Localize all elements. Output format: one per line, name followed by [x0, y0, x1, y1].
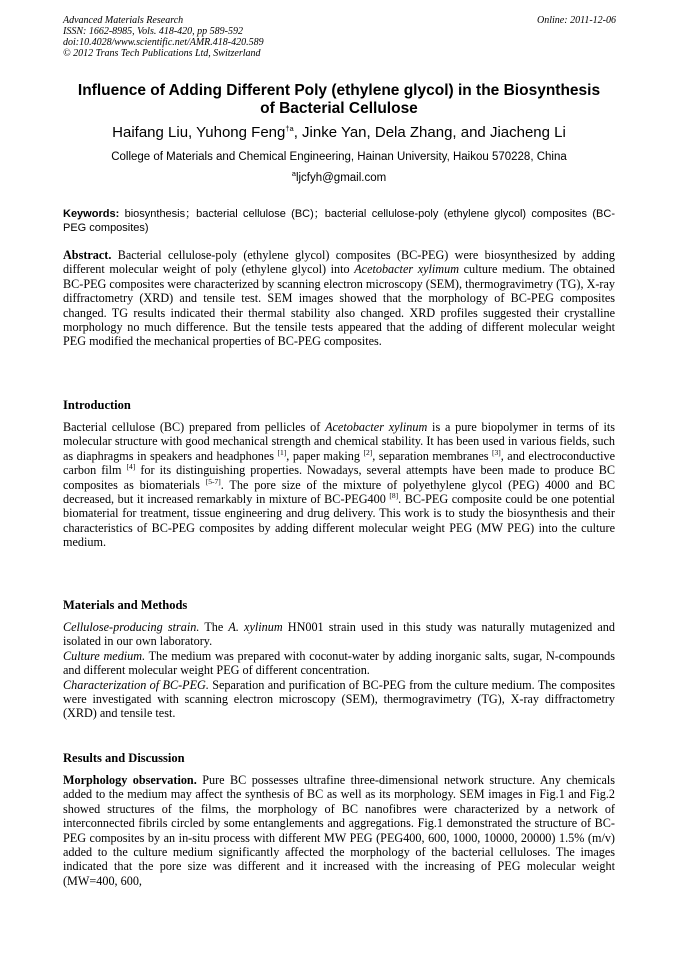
citation: [1]	[277, 447, 287, 457]
author-list	[20, 124, 658, 142]
intro-text: , paper making	[286, 448, 364, 463]
methods-body	[63, 620, 615, 721]
keywords	[63, 207, 615, 235]
strain-organism: A. xylinum	[228, 620, 283, 634]
online-date: Online: 2011-12-06	[537, 15, 616, 26]
affiliation: College of Materials and Chemical Engineering, Hainan University, Haikou 570228, China	[111, 151, 567, 163]
intro-text: for its distinguishing properties. Nowadays, several attempts have been made to produce BC composites as biomaterials	[63, 463, 615, 492]
issn-line: ISSN: 1662-8985, Vols. 418-420, pp 589-592	[63, 26, 243, 37]
strain-label: Cellulose-producing strain.	[63, 620, 200, 634]
intro-text: . The pore size of the mixture of polyethylene glycol (PEG) 4000 and BC decreased, but it increased remarkably in mixture of BC-PEG400	[63, 477, 615, 507]
title-line-2: of Bacterial Cellulose	[260, 100, 418, 117]
copyright-line: © 2012 Trans Tech Publications Ltd, Switzerland	[63, 48, 261, 59]
characterization-label: Characterization of BC-PEG.	[63, 677, 209, 692]
authors-part-2: , Jinke Yan, Dela Zhang, and Jiacheng Li	[293, 124, 566, 141]
abstract-text-2: culture medium. The obtained BC-PEG composites were characterized by scanning electron microscopy (SEM), thermogravimetry (TG), X-ray diffractometry (XRD) and tensile test. SEM images showed that the morphology of BC-PEG composites changed. TG results indicated their thermal stability also changed. XRD profiles suggested their crystalline morphology no much difference. But the tensile tests appeared that the adding of different molecular weight PEG modified the mechanical properties of BC-PEG composites.	[63, 262, 616, 349]
results-body	[63, 773, 615, 888]
intro-text: Bacterial cellulose (BC) prepared from pellicles of	[63, 420, 326, 434]
author-email	[20, 171, 658, 185]
citation: [3]	[492, 447, 501, 457]
keywords-label: Keywords:	[63, 208, 120, 220]
characterization-text: Separation and purification of BC-PEG from the culture medium. The composites were investigated with scanning electron microscopy (SEM), thermogravimetry (TG), X-ray diffractometry (XRD) and tensile test.	[63, 677, 615, 721]
medium-label: Culture medium.	[63, 648, 146, 663]
journal-name: Advanced Materials Research	[63, 15, 184, 26]
authors-part-1: Haifang Liu, Yuhong Feng	[112, 124, 286, 141]
intro-text: , and electroconductive carbon film	[63, 448, 616, 478]
abstract-organism: Acetobacter xylimum	[354, 262, 460, 277]
abstract-label: Abstract.	[63, 248, 112, 262]
strain-text: HN001 strain used in this study was naturally mutagenized and isolated in our own laboratory.	[63, 620, 615, 649]
email-address: ljcfyh@gmail.com	[295, 172, 387, 184]
intro-organism: Acetobacter xylinum	[325, 420, 428, 434]
section-heading-results: Results and Discussion	[63, 751, 185, 765]
section-heading-methods: Materials and Methods	[63, 598, 188, 612]
intro-text: . BC-PEG composite could be one potential biomaterial for treatment, tissue engineering and drug delivery. This work is to study the biosynthesis and their characteristics of BC-PEG composites by adding different molecular weight PEG (MW PEG) into the culture medium.	[63, 492, 615, 550]
section-heading-introduction: Introduction	[63, 398, 131, 412]
citation: [2]	[363, 447, 373, 457]
intro-text: is a pure biopolymer in terms of its molecular structure with good mechanical strength and chemical stability. It has been used in various fields, such as diaphragms in speakers and headphones	[63, 420, 615, 463]
methods-medium	[63, 649, 615, 678]
methods-characterization	[63, 678, 615, 721]
citation: [4]	[126, 462, 136, 472]
citation: [8]	[389, 490, 399, 500]
abstract-text-1: Bacterial cellulose-poly (ethylene glycol) composites (BC-PEG) were biosynthesized by adding different molecular weight of poly (ethylene glycol) into	[63, 248, 615, 277]
citation: [5-7]	[205, 476, 221, 486]
strain-text: The	[199, 620, 229, 634]
paper-title	[40, 82, 638, 118]
title-line-1: Influence of Adding Different Poly (ethylene glycol) in the Biosynthesis	[77, 82, 601, 99]
email-marker: a	[291, 169, 296, 179]
intro-text: , separation membranes	[372, 448, 492, 463]
morphology-text: Pure BC possesses ultrafine three-dimensional network structure. Any chemicals added to the medium may affect the synthesis of BC as well as its morphology. SEM images in Fig.1 and Fig.2 showed structures of the films, the morphology of BC nanofibres were characterized by a network of interconnected fibrils circled by some entanglements and aggregations. Fig.1 demonstrated the structure of BC-PEG composites by an in-situ process with different MW PEG (PEG400, 600, 1000, 10000, 20000) 1.5% (m/v) added to the culture medium significantly affected the morphology of the bacterial celluloses. The images indicated that the pore size was different and it increased with the increasing of PEG molecular weight (MW=400, 600,	[63, 773, 615, 888]
author-marker: †a	[285, 124, 294, 133]
doi-line: doi:10.4028/www.scientific.net/AMR.418-420.589	[63, 37, 264, 48]
morphology-label: Morphology observation.	[63, 773, 197, 787]
introduction-body	[63, 420, 615, 550]
journal-header	[63, 15, 264, 59]
methods-strain	[63, 620, 615, 649]
abstract	[63, 248, 615, 349]
keywords-text: biosynthesis；bacterial cellulose (BC)；bacterial cellulose-poly (ethylene glycol) composites (BC-PEG composites)	[63, 208, 615, 234]
medium-text: The medium was prepared with coconut-water by adding inorganic salts, sugar, N-compounds and different molecular weight PEG of different concentration.	[63, 648, 615, 678]
